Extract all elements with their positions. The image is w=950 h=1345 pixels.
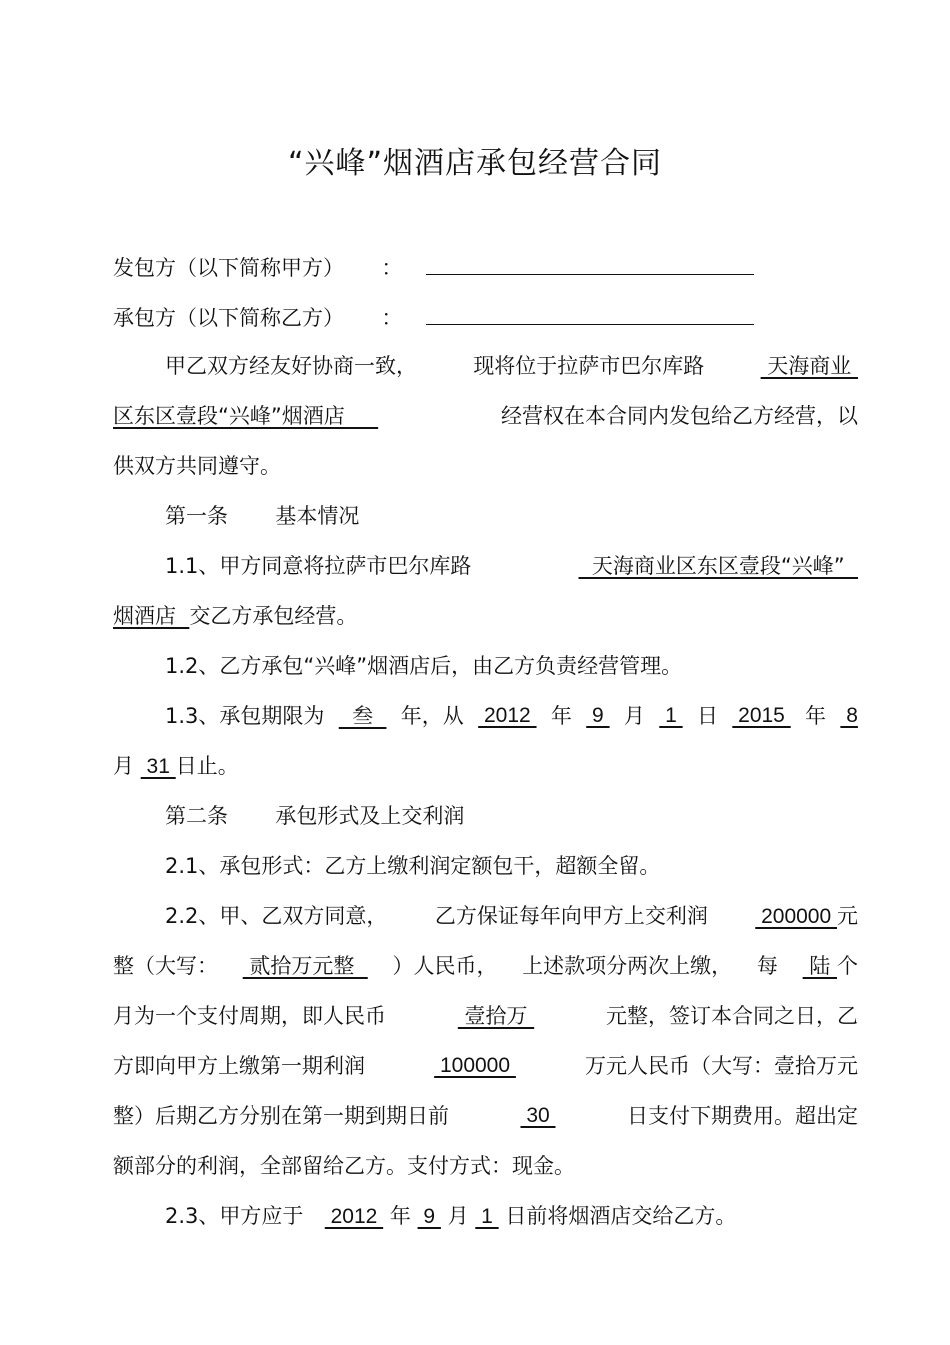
year-char-3: 年 <box>389 1204 411 1228</box>
intro-location-1: 天海商业 <box>760 354 858 378</box>
clause-2-2-text-3b: 元整，签订本合同之日，乙 <box>605 1004 858 1028</box>
clause-2-2-text-1b: 乙方保证每年向甲方上交利润 <box>434 904 708 928</box>
clause-2-2-line-4 <box>113 1051 858 1081</box>
clause-2-2-line-5 <box>113 1101 858 1131</box>
handover-year: 2012 <box>324 1205 384 1228</box>
clause-1-1-tail: 交乙方承包经营。 <box>189 604 358 628</box>
yuan-char: 元 <box>837 904 858 928</box>
clause-2-2-line-3 <box>113 1001 858 1031</box>
start-year: 2012 <box>478 704 537 727</box>
clause-2-2-line-6: 额部分的利润，全部留给乙方。支付方式：现金。 <box>113 1154 575 1178</box>
clause-1-3-line-1 <box>165 701 858 731</box>
clause-2-2-text-3a: 月为一个支付周期，即人民币 <box>113 1004 386 1028</box>
handover-day: 1 <box>475 1205 499 1228</box>
intro-location-2: 区东区壹段“兴峰”烟酒店 <box>113 404 379 428</box>
article-2-heading <box>165 801 858 831</box>
clause-2-2-text-2b: ）人民币， <box>392 954 498 978</box>
intro-line-3: 供双方共同遵守。 <box>113 454 281 478</box>
clause-1-3-from: 年，从 <box>400 704 464 728</box>
intro-text-2b: 经营权在本合同内发包给乙方经营，以 <box>501 404 858 428</box>
month-char: 月 <box>623 704 645 728</box>
article-1-heading <box>165 501 858 531</box>
clause-2-3-text: 2.3、甲方应于 <box>165 1204 304 1228</box>
annual-profit-amount: 200000 <box>755 905 837 928</box>
handover-month: 9 <box>417 1205 441 1228</box>
clause-2-3 <box>165 1201 858 1232</box>
intro-line-2 <box>113 401 858 431</box>
party-b-colon: ： <box>381 306 403 330</box>
clause-1-3-end: 日止。 <box>175 754 239 778</box>
year-char-2: 年 <box>805 704 827 728</box>
clause-2-2-line-2 <box>113 951 858 981</box>
payment-cycle-months: 陆 <box>802 954 837 978</box>
clause-1-3-years: 叁 <box>338 704 387 728</box>
intro-text-1a: 甲乙双方经友好协商一致， <box>165 354 417 378</box>
article-2-number: 第二条 <box>165 804 228 828</box>
end-day: 31 <box>140 755 176 778</box>
clause-1-1-text: 1.1、甲方同意将拉萨市巴尔库路 <box>165 554 472 578</box>
clause-2-1: 2.1、承包形式：乙方上缴利润定额包干，超额全留。 <box>165 854 661 878</box>
clause-1-1-location: 天海商业区东区壹段“兴峰” <box>578 554 858 578</box>
annual-profit-words: 贰拾万元整 <box>242 954 368 978</box>
end-month: 8 <box>840 704 858 727</box>
start-day: 1 <box>659 704 683 727</box>
clause-1-1-line-2 <box>113 601 858 631</box>
clause-1-3-text: 1.3、承包期限为 <box>165 704 325 728</box>
clause-2-2-text-2a: 整（大写： <box>113 954 218 978</box>
clause-2-2-text-4b: 万元人民币（大写：壹拾万元 <box>585 1054 858 1078</box>
clause-2-3-tail: 日前将烟酒店交给乙方。 <box>505 1204 737 1228</box>
clause-2-2-text-2d: 每 <box>756 954 778 978</box>
start-month: 9 <box>586 704 610 727</box>
month-char-3: 月 <box>447 1204 469 1228</box>
party-b-label: 承包方（以下简称乙方） <box>113 306 344 330</box>
clause-2-2-line-1 <box>165 901 858 932</box>
clause-2-2-text-1a: 2.2、甲、乙双方同意， <box>165 904 388 928</box>
clause-2-2-text-4a: 方即向甲方上缴第一期利润 <box>113 1054 365 1078</box>
intro-text-1b: 现将位于拉萨市巴尔库路 <box>473 354 705 378</box>
day-char: 日 <box>696 704 718 728</box>
installment-amount: 壹拾万 <box>457 1004 535 1028</box>
party-b-line <box>113 302 858 333</box>
first-payment-amount: 100000 <box>434 1054 516 1077</box>
clause-1-2: 1.2、乙方承包“兴峰”烟酒店后，由乙方负责经营管理。 <box>165 654 683 678</box>
party-a-colon: ： <box>381 256 403 280</box>
party-a-label: 发包方（以下简称甲方） <box>113 256 344 280</box>
clause-2-2-text-5a: 整）后期乙方分别在第一期到期日前 <box>113 1104 449 1128</box>
intro-line-1 <box>165 351 858 381</box>
month-char-2: 月 <box>113 754 134 778</box>
party-a-blank <box>426 252 754 275</box>
year-char: 年 <box>550 704 572 728</box>
payment-days: 30 <box>520 1104 556 1127</box>
article-1-number: 第一条 <box>165 504 228 528</box>
end-year: 2015 <box>732 704 791 727</box>
clause-1-1-shop: 烟酒店 <box>113 604 190 628</box>
clause-2-2-text-2e: 个 <box>836 954 858 978</box>
clause-1-3-line-2 <box>113 751 858 782</box>
article-2-name: 承包形式及上交利润 <box>275 804 465 828</box>
contract-title: “兴峰”烟酒店承包经营合同 <box>287 146 663 181</box>
clause-1-1-line-1 <box>165 551 858 581</box>
party-a-line <box>113 252 858 283</box>
clause-2-2-text-5b: 日支付下期费用。超出定 <box>627 1104 858 1128</box>
party-b-blank <box>426 302 754 325</box>
clause-2-2-text-2c: 上述款项分两次上缴， <box>522 954 733 978</box>
article-1-name: 基本情况 <box>275 504 360 528</box>
